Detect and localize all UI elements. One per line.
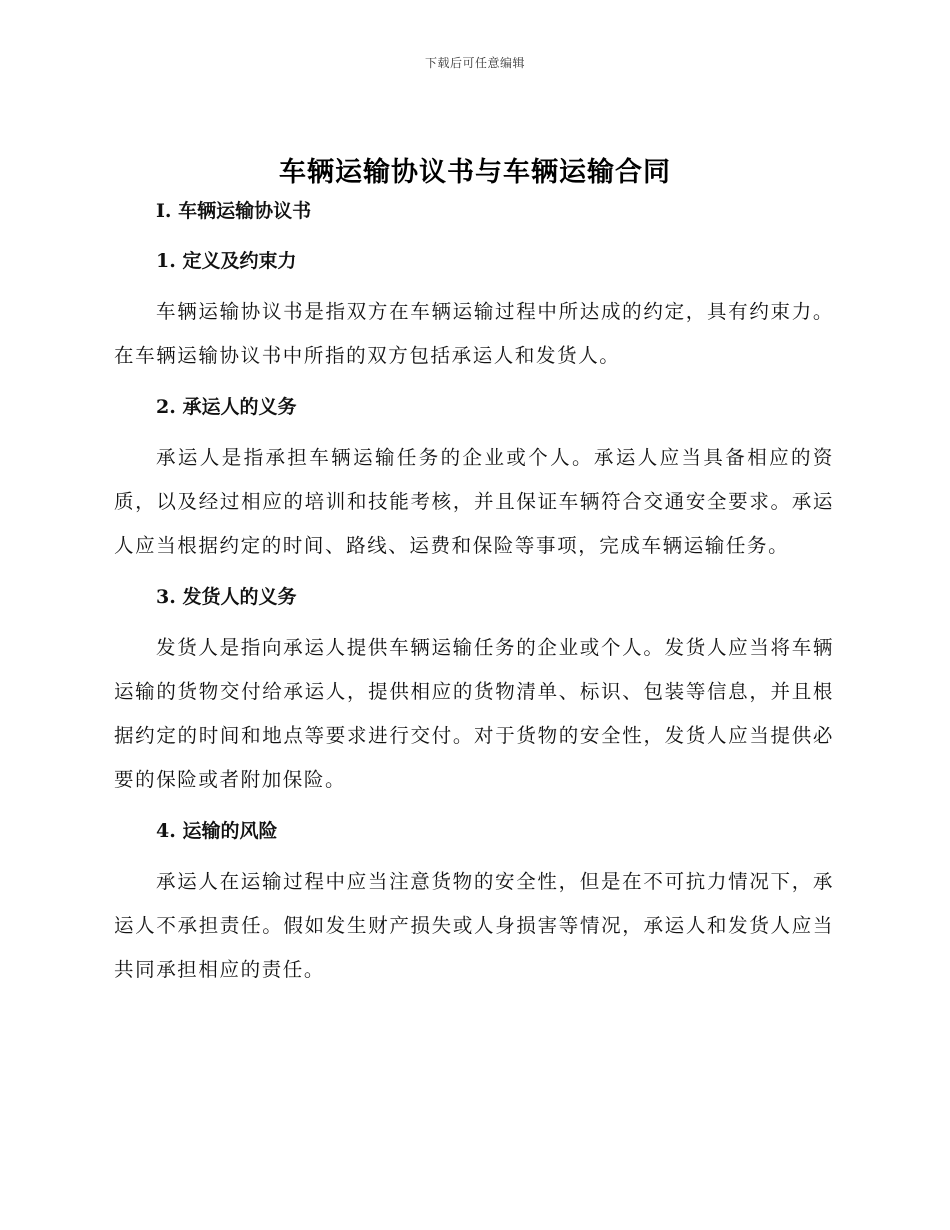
document-body xyxy=(114,196,834,1006)
section-heading-transport-risk: 4. 运输的风险 xyxy=(156,820,278,842)
paragraph-transport-risk: 承运人在运输过程中应当注意货物的安全性，但是在不可抗力情况下，承运人不承担责任。假如发生财产损失或人身损害等情况，承运人和发货人应当共同承担相应的责任。 xyxy=(114,870,834,981)
document-title: 车辆运输协议书与车辆运输合同 xyxy=(279,157,671,188)
paragraph-shipper-duties: 发货人是指向承运人提供车辆运输任务的企业或个人。发货人应当将车辆运输的货物交付给承运人，提供相应的货物清单、标识、包装等信息，并且根据约定的时间和地点等要求进行交付。对于货物的安全性，发货人应当提供必要的保险或者附加保险。 xyxy=(114,636,834,791)
section-heading-definition: 1. 定义及约束力 xyxy=(156,250,297,272)
section-heading-main: I. 车辆运输协议书 xyxy=(156,200,312,222)
section-heading-shipper-duties: 3. 发货人的义务 xyxy=(156,586,297,608)
section-heading-carrier-duties: 2. 承运人的义务 xyxy=(156,396,297,418)
paragraph-carrier-duties: 承运人是指承担车辆运输任务的企业或个人。承运人应当具备相应的资质，以及经过相应的培训和技能考核，并且保证车辆符合交通安全要求。承运人应当根据约定的时间、路线、运费和保险等事项，完成车辆运输任务。 xyxy=(114,446,834,557)
paragraph-definition: 车辆运输协议书是指双方在车辆运输过程中所达成的约定，具有约束力。在车辆运输协议书中所指的双方包括承运人和发货人。 xyxy=(114,300,834,367)
header-note: 下载后可任意编辑 xyxy=(424,56,525,70)
